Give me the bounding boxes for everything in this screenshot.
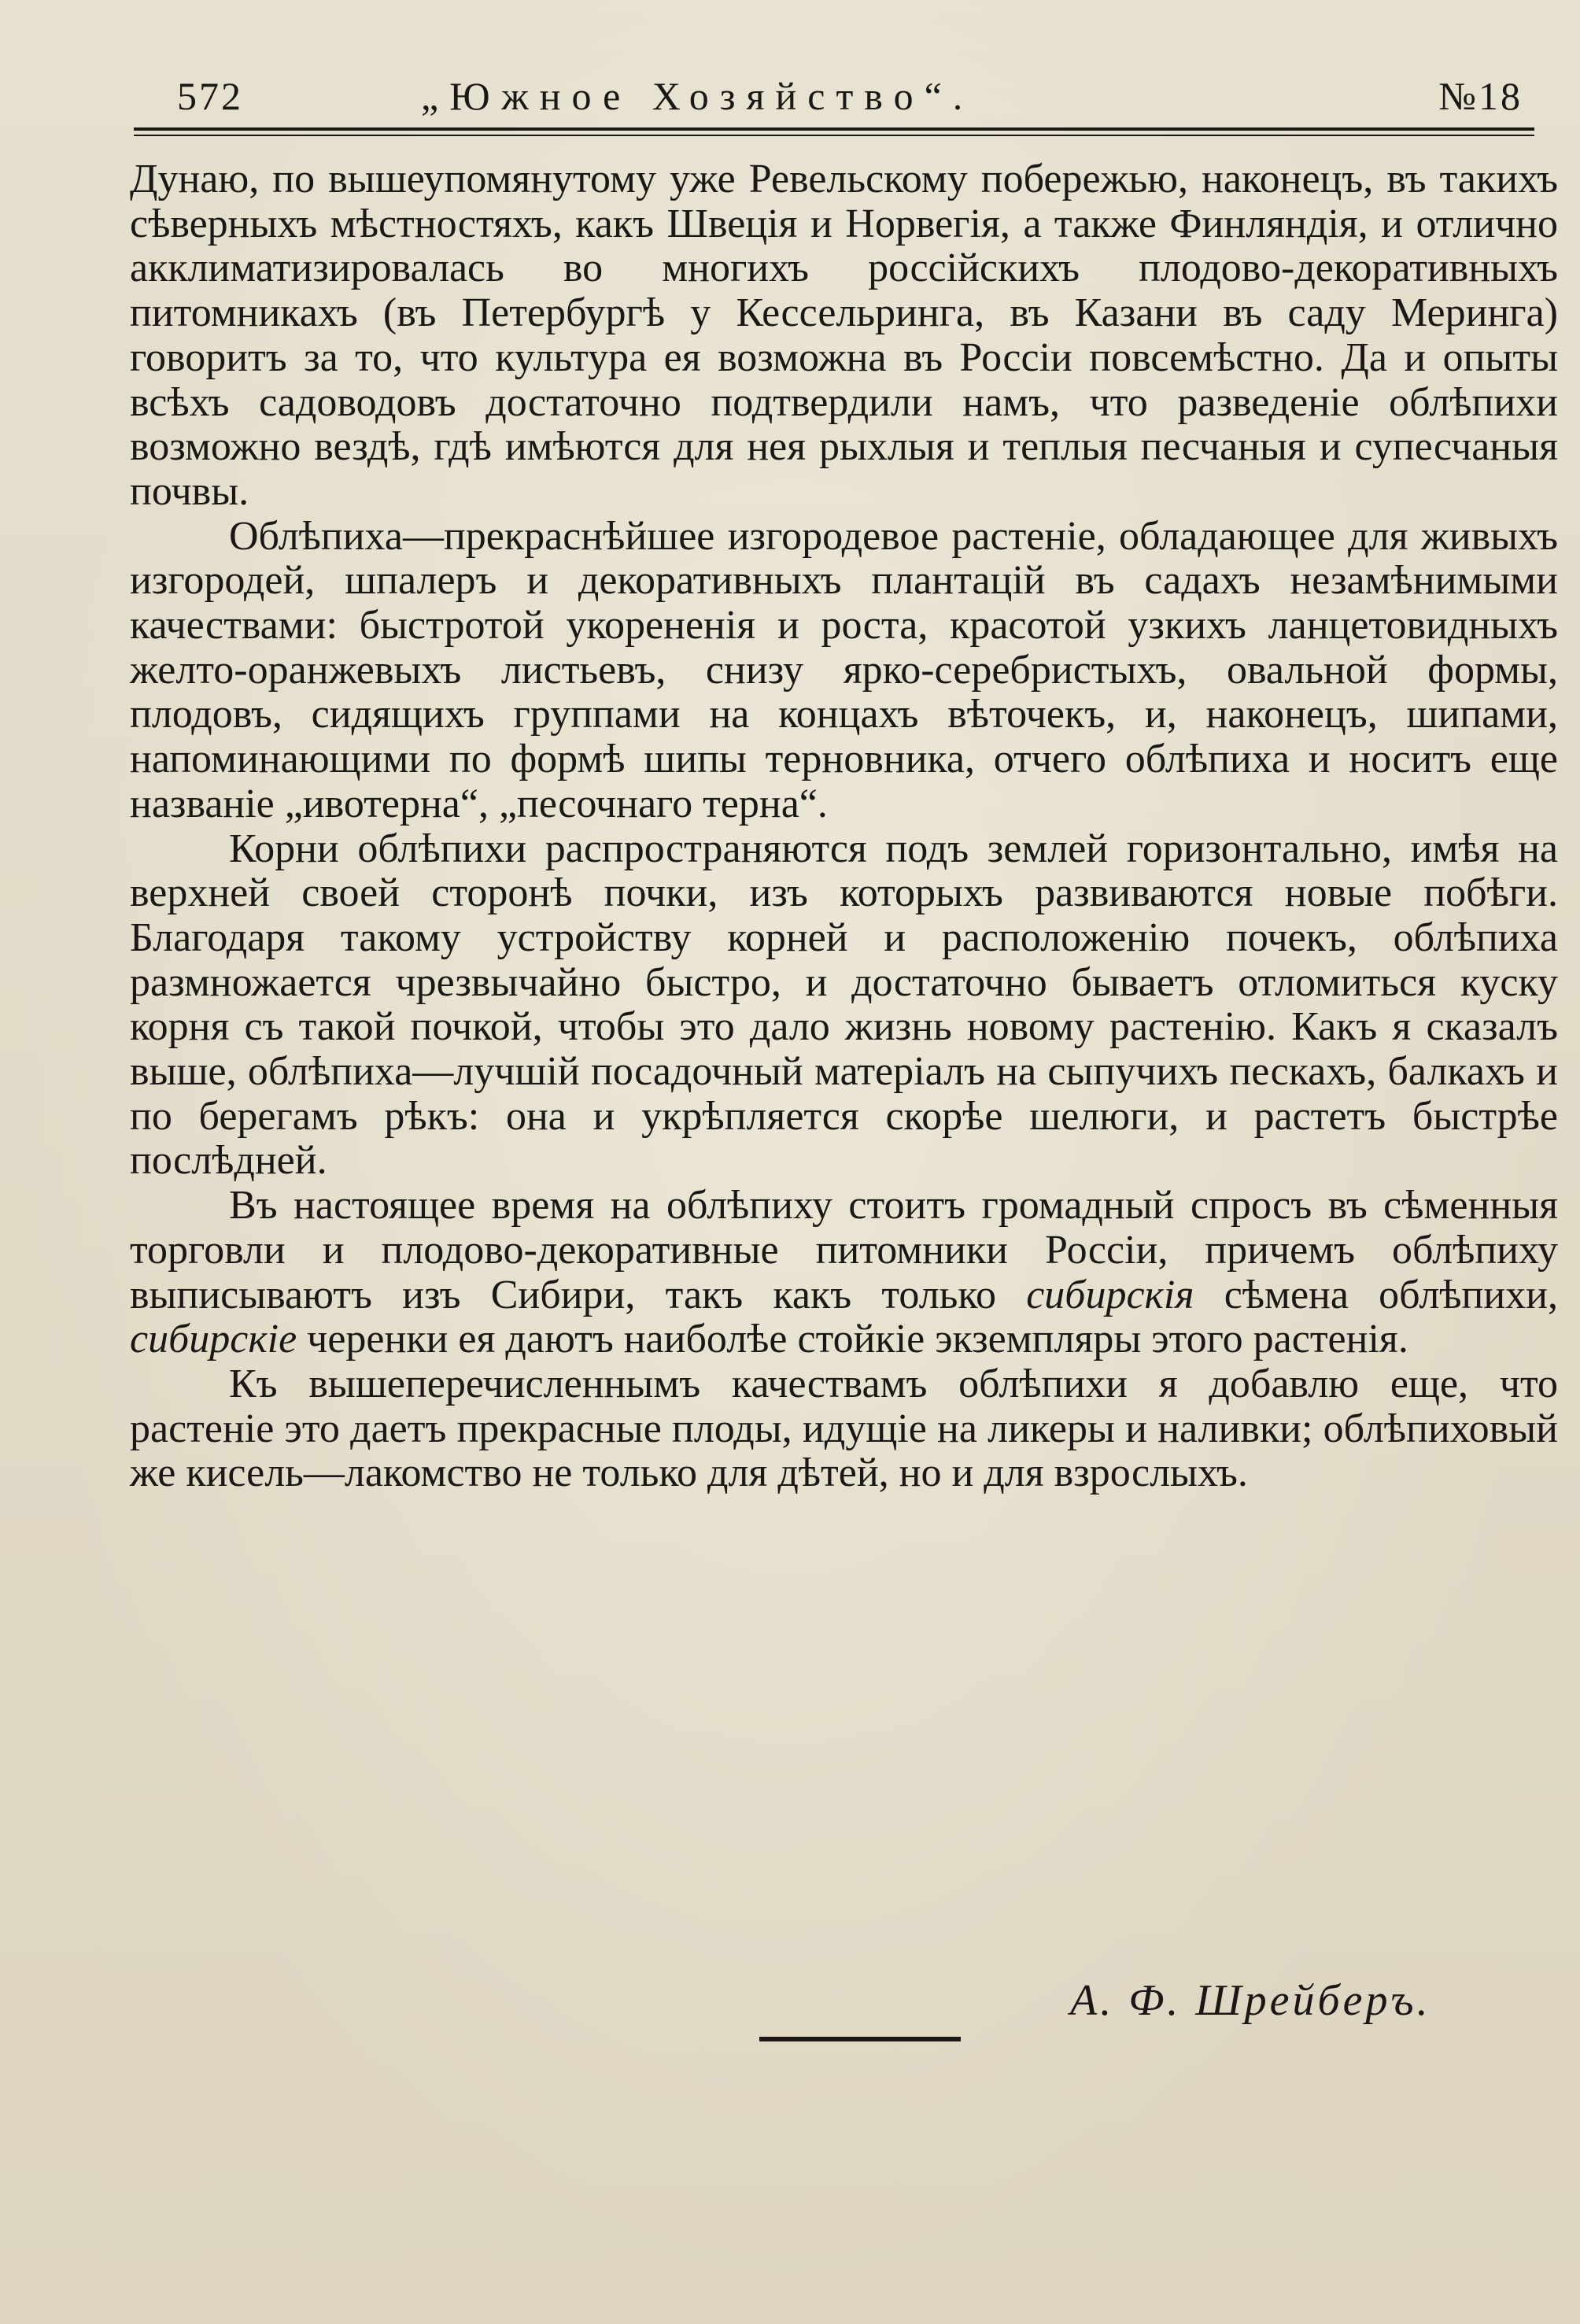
paragraph-4-text-1: Въ настоящее время на облѣпиху стоитъ громадный спросъ въ сѣменныя торговли и плодово-декоративные питомники Россіи, причемъ облѣпиху выписываютъ изъ Сибири, такъ какъ только [130,1183,1558,1317]
paragraph-1: Дунаю, по вышеупомянутому уже Ревельскому побережью, наконецъ, въ такихъ сѣверныхъ мѣстностяхъ, какъ Швеція и Норвегія, а также Финляндія, и отлично акклиматизировалась во многихъ россійскихъ плодово-декоративныхъ питомникахъ (въ Петербургѣ у Кессельринга, въ Казани въ саду Меринга) говоритъ за то, что культура ея возможна въ Россіи повсемѣстно. Да и опыты всѣхъ садоводовъ достаточно подтвердили намъ, что разведеніе облѣпихи возможно вездѣ, гдѣ имѣются для нея рыхлыя и теплыя песчаныя и супесчаныя почвы. [130,157,1558,514]
end-rule [759,2037,961,2041]
paragraph-4-text-2: сѣмена облѣпихи, [1224,1272,1558,1317]
journal-title: „Южное Хозяйство“. [421,74,974,118]
paragraph-4-italic-2: сибирскіе [130,1317,297,1362]
issue-number: №18 [1438,74,1523,118]
header-rule-thin [134,135,1534,136]
article-body [130,157,1558,1496]
paragraph-4-text-3: черенки ея даютъ наиболѣе стойкіе экземпляры этого растенія. [307,1317,1408,1362]
paragraph-4-italic-1: сибирскія [1026,1272,1194,1317]
paragraph-3: Корни облѣпихи распространяются подъ землей горизонтально, имѣя на верхней своей сторонѣ почки, изъ которыхъ развиваются новые побѣги. Благодаря такому устройству корней и расположенію почекъ, облѣпиха размножается чрезвычайно быстро, и достаточно бываетъ отломиться куску корня съ такой почкой, чтобы это дало жизнь новому растенію. Какъ я сказалъ выше, облѣпиха—лучшій посадочный матеріалъ на сыпучихъ пескахъ, балкахъ и по берегамъ рѣкъ: она и укрѣпляется скорѣе шелюги, и растетъ быстрѣе послѣдней. [130,826,1558,1184]
paragraph-4 [130,1184,1558,1362]
header-rule-thick [134,127,1534,131]
author-signature: А. Ф. Шрейберъ. [1070,1976,1431,2025]
page-number: 572 [177,74,243,118]
running-header [130,65,1530,127]
paragraph-5: Къ вышеперечисленнымъ качествамъ облѣпихи я добавлю еще, что растеніе это даетъ прекрасные плоды, идущіе на ликеры и наливки; облѣпиховый же кисель—лакомство не только для дѣтей, но и для взрослыхъ. [130,1361,1558,1496]
paragraph-2: Облѣпиха—прекраснѣйшее изгородевое растеніе, обладающее для живыхъ изгородей, шпалеръ и декоративныхъ плантацій въ садахъ незамѣнимыми качествами: быстротой укорененія и роста, красотой узкихъ ланцетовидныхъ желто-оранжевыхъ листьевъ, снизу ярко-серебристыхъ, овальной формы, плодовъ, сидящихъ группами на концахъ вѣточекъ, и, наконецъ, шипами, напоминающими по формѣ шипы терновника, отчего облѣпиха и носитъ еще названіе „ивотерна“, „песочнаго терна“. [130,513,1558,826]
